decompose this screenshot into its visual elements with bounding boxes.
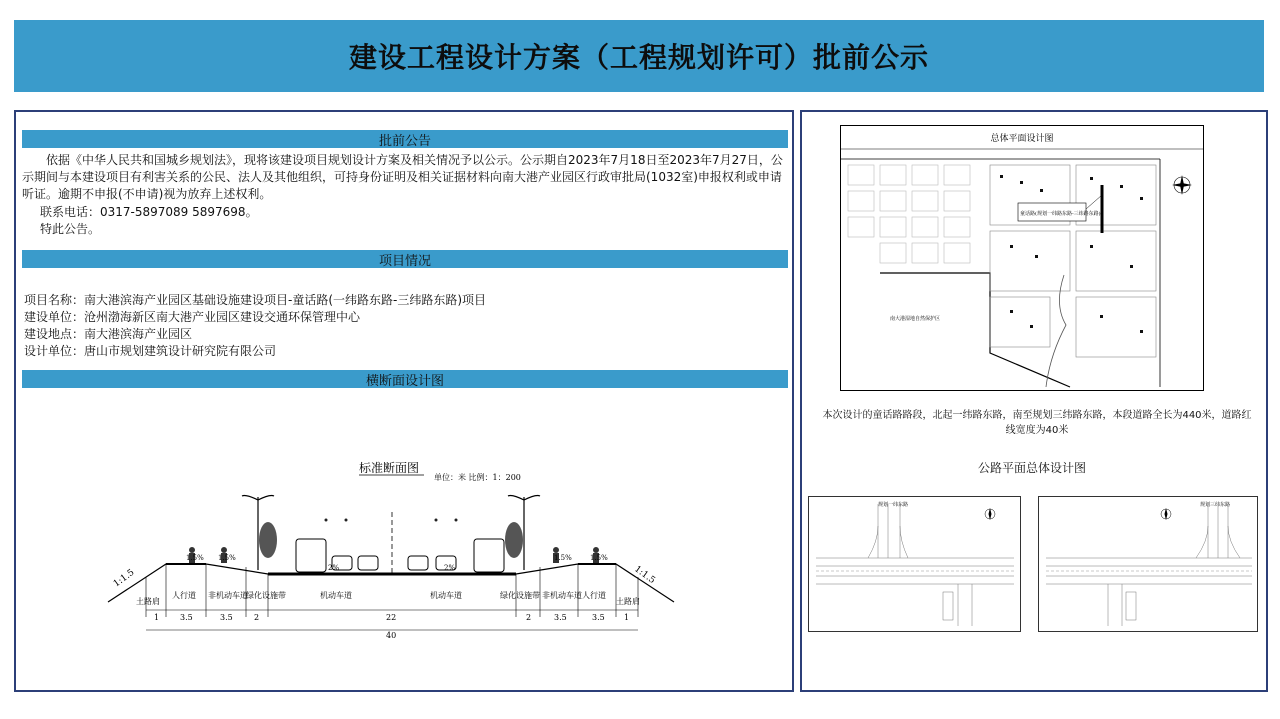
label-shoulder-left: 土路肩 — [136, 597, 160, 606]
grade-6: 1.5% — [590, 554, 608, 562]
sheet1-title: 规划一纬东路 — [878, 502, 909, 508]
page-header — [14, 20, 1264, 92]
label-green-right: 绿化设施带 — [500, 591, 540, 600]
road-plan-sheets — [808, 496, 1258, 640]
section-heading: 横断面设计图 — [22, 370, 788, 388]
project-heading: 项目情况 — [22, 250, 788, 268]
diagram-title: 标准断面图 — [359, 461, 420, 475]
dim-2: 3.5 — [220, 613, 233, 622]
dim-4: 22 — [386, 613, 397, 622]
page-title: 建设工程设计方案（工程规划许可）批前公示 — [348, 41, 929, 74]
left-panel — [14, 110, 794, 692]
label-green-left: 绿化设施带 — [246, 591, 286, 600]
grade-3: 2% — [328, 564, 340, 572]
dim-6: 3.5 — [554, 613, 567, 622]
dim-3: 2 — [254, 613, 260, 622]
label-bike-right: 非机动车道 — [542, 591, 582, 600]
diagram-scale: 单位：米 比例：1：200 — [434, 473, 521, 482]
project-builder: 建设单位：沧州渤海新区南大港产业园区建设交通环保管理中心 — [24, 310, 361, 324]
dim-5: 2 — [526, 613, 532, 622]
label-lane-right: 机动车道 — [430, 591, 462, 600]
project-info — [24, 292, 486, 360]
plan-caption: 本次设计的童话路路段，北起一纬路东路，南至规划三纬路东路，本段道路全长为440米，道路红线宽度为40米 — [822, 410, 1252, 436]
sheet2-title: 规划三纬东路 — [1200, 502, 1231, 508]
site-plan — [840, 125, 1204, 395]
notice-text — [22, 152, 788, 238]
grade-4: 2% — [444, 564, 456, 572]
project-designer: 设计单位：唐山市规划建筑设计研究院有限公司 — [24, 344, 277, 358]
plan-road-label: 童话路(规划一纬路东路-三纬路东路) — [1020, 211, 1101, 217]
dim-7: 3.5 — [592, 613, 605, 622]
label-sidewalk-right: 人行道 — [582, 591, 606, 600]
plan-title: 总体平面设计图 — [990, 134, 1054, 144]
notice-contact: 联系电话：0317-5897089 5897698。 — [40, 204, 258, 219]
project-name: 项目名称：南大港滨海产业园区基础设施建设项目-童话路(一纬路东路-三纬路东路)项目 — [24, 293, 487, 307]
project-location: 建设地点：南大港滨海产业园区 — [24, 327, 193, 341]
label-sidewalk-left: 人行道 — [172, 591, 196, 600]
label-shoulder-right: 土路肩 — [616, 597, 640, 606]
label-bike-left: 非机动车道 — [208, 591, 248, 600]
cross-section-diagram — [96, 452, 696, 646]
grade-2: 1.5% — [218, 554, 236, 562]
grade-5: 1.5% — [554, 554, 572, 562]
road-plan-title: 公路平面总体设计图 — [977, 461, 1086, 475]
slope-right: 1:1.5 — [632, 564, 657, 586]
notice-closing: 特此公告。 — [40, 221, 101, 236]
dim-total: 40 — [386, 631, 397, 640]
plan-area-label: 南大港湿地自然保护区 — [890, 316, 941, 322]
notice-body: 依据《中华人民共和国城乡规划法》，现将该建设项目规划设计方案及相关情况予以公示。公示期自2023年7月18日至2023年7月27日，公示期间与本建设项目有利害关系的公民、法人及其他组织，可持身份证明及相关证据材料向南大港产业园区行政审批局(1032室)申报权利或申请听证。逾期不申报(不申请)视为放弃上述权利。 — [22, 153, 783, 202]
label-lane-left: 机动车道 — [320, 591, 352, 600]
dim-9: 1 — [624, 613, 630, 622]
notice-heading: 批前公告 — [22, 130, 788, 148]
right-panel — [800, 110, 1268, 692]
dim-8: 1 — [154, 613, 160, 622]
dim-1: 3.5 — [180, 613, 193, 622]
slope-left: 1:1.5 — [111, 567, 137, 590]
grade-1: 1.5% — [186, 554, 204, 562]
